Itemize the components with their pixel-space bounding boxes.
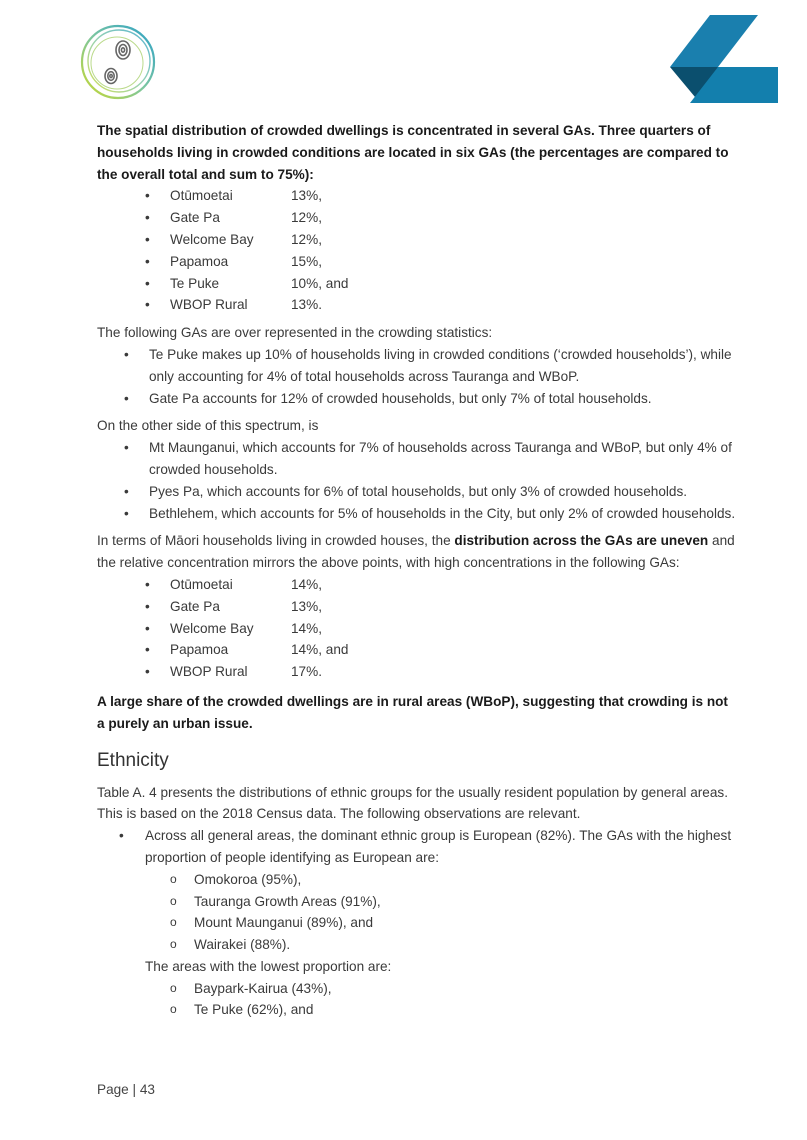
ethnicity-list xyxy=(97,825,737,1021)
bullet-icon: • xyxy=(145,664,150,680)
circle-bullet-icon: o xyxy=(170,915,177,930)
list-item: • Gate Pa 12%, xyxy=(97,207,737,229)
ga-list-maori xyxy=(97,574,737,683)
circle-bullet-icon: o xyxy=(170,937,177,952)
circle-bullet-icon: o xyxy=(170,893,177,908)
over-rep-list xyxy=(97,344,737,409)
lowest-proportion-list xyxy=(145,978,737,1022)
sub-list-item: o Wairakei (88%). xyxy=(145,934,737,956)
brand-logo xyxy=(670,15,778,103)
circle-bullet-icon: o xyxy=(170,871,177,886)
list-item: • WBOP Rural 17%. xyxy=(97,661,737,683)
list-item: • Gate Pa 13%, xyxy=(97,596,737,618)
sub-list-item: o Tauranga Growth Areas (91%), xyxy=(145,891,737,913)
list-item: • Te Puke 10%, and xyxy=(97,273,737,295)
list-item: • Papamoa 14%, and xyxy=(97,639,737,661)
bullet-icon: • xyxy=(145,297,150,313)
circle-bullet-icon: o xyxy=(170,980,177,995)
list-item: • Bethlehem, which accounts for 5% of households in the City, but only 2% of crowded households. xyxy=(97,503,737,525)
rural-bold: A large share of the crowded dwellings are in rural areas (WBoP), suggesting that crowding is not a purely an urban issue. xyxy=(97,693,728,731)
bullet-icon: • xyxy=(145,188,150,204)
list-item: • Te Puke makes up 10% of households living in crowded conditions (‘crowded households’), while only accounting for 4% of total households across Tauranga and WBoP. xyxy=(97,344,737,388)
bullet-icon: • xyxy=(124,440,129,456)
bullet-icon: • xyxy=(124,390,129,406)
organisation-logo xyxy=(78,22,158,102)
bullet-icon: • xyxy=(124,483,129,499)
list-item: • Otūmoetai 14%, xyxy=(97,574,737,596)
bullet-icon: • xyxy=(145,210,150,226)
list-item: • Pyes Pa, which accounts for 6% of total households, but only 3% of crowded households. xyxy=(97,481,737,503)
list-item: • Otūmoetai 13%, xyxy=(97,185,737,207)
bullet-icon: • xyxy=(145,253,150,269)
page-number: Page | 43 xyxy=(97,1082,155,1097)
section-heading-ethnicity: Ethnicity xyxy=(97,749,169,771)
bullet-icon: • xyxy=(145,231,150,247)
list-item: • Welcome Bay 12%, xyxy=(97,229,737,251)
list-item: • WBOP Rural 13%. xyxy=(97,294,737,316)
sub-list-item: o Te Puke (62%), and xyxy=(145,999,737,1021)
sub-list-item: o Mount Maunganui (89%), and xyxy=(145,912,737,934)
ethnicity-paragraph: Table A. 4 presents the distributions of ethnic groups for the usually resident population by general areas. This is based on the 2018 Census data. The following observations are relevant. xyxy=(97,784,728,822)
maori-paragraph: In terms of Māori households living in crowded houses, the distribution across the GAs are uneven and the relative concentration mirrors the above points, with high concentrations in the following GAs: xyxy=(97,533,735,571)
bullet-icon: • xyxy=(145,642,150,658)
bullet-icon: • xyxy=(119,828,124,844)
sub-list-item: o Baypark-Kairua (43%), xyxy=(145,978,737,1000)
circle-bullet-icon: o xyxy=(170,1002,177,1017)
list-item: • Mt Maunganui, which accounts for 7% of households across Tauranga and WBoP, but only 4% of crowded households. xyxy=(97,437,737,481)
highest-proportion-list xyxy=(145,869,737,956)
other-side-list xyxy=(97,437,737,524)
other-side-intro: On the other side of this spectrum, is xyxy=(97,418,319,434)
bullet-icon: • xyxy=(124,346,129,362)
ga-list-crowded xyxy=(97,185,737,316)
bullet-icon: • xyxy=(145,620,150,636)
bullet-icon: • xyxy=(124,505,129,521)
bullet-icon: • xyxy=(145,275,150,291)
list-item: • Papamoa 15%, xyxy=(97,251,737,273)
page-content xyxy=(97,120,737,1021)
lowest-intro: The areas with the lowest proportion are: xyxy=(145,958,392,974)
bullet-icon: • xyxy=(145,598,150,614)
intro-bold: The spatial distribution of crowded dwellings is concentrated in several GAs. Three quarters of households living in crowded conditions are located in six GAs (the percentages are compared to the overall total and sum to 75%): xyxy=(97,123,729,182)
list-item: • Welcome Bay 14%, xyxy=(97,618,737,640)
sub-list-item: o Omokoroa (95%), xyxy=(145,869,737,891)
bullet-icon: • xyxy=(145,576,150,592)
list-item: • Across all general areas, the dominant ethnic group is European (82%). The GAs with the highest proportion of people identifying as European are: o Omokoroa (95%), o Tauranga Growth Areas (91%), o Mount Maunganui (89%), and o Wairakei (88%). The areas with the lowest proportion are: o Baypark-Kairua (43%), o Te Puke (62%), and xyxy=(97,825,737,1021)
over-rep-intro: The following GAs are over represented in the crowding statistics: xyxy=(97,325,493,341)
list-item: • Gate Pa accounts for 12% of crowded households, but only 7% of total households. xyxy=(97,388,737,410)
